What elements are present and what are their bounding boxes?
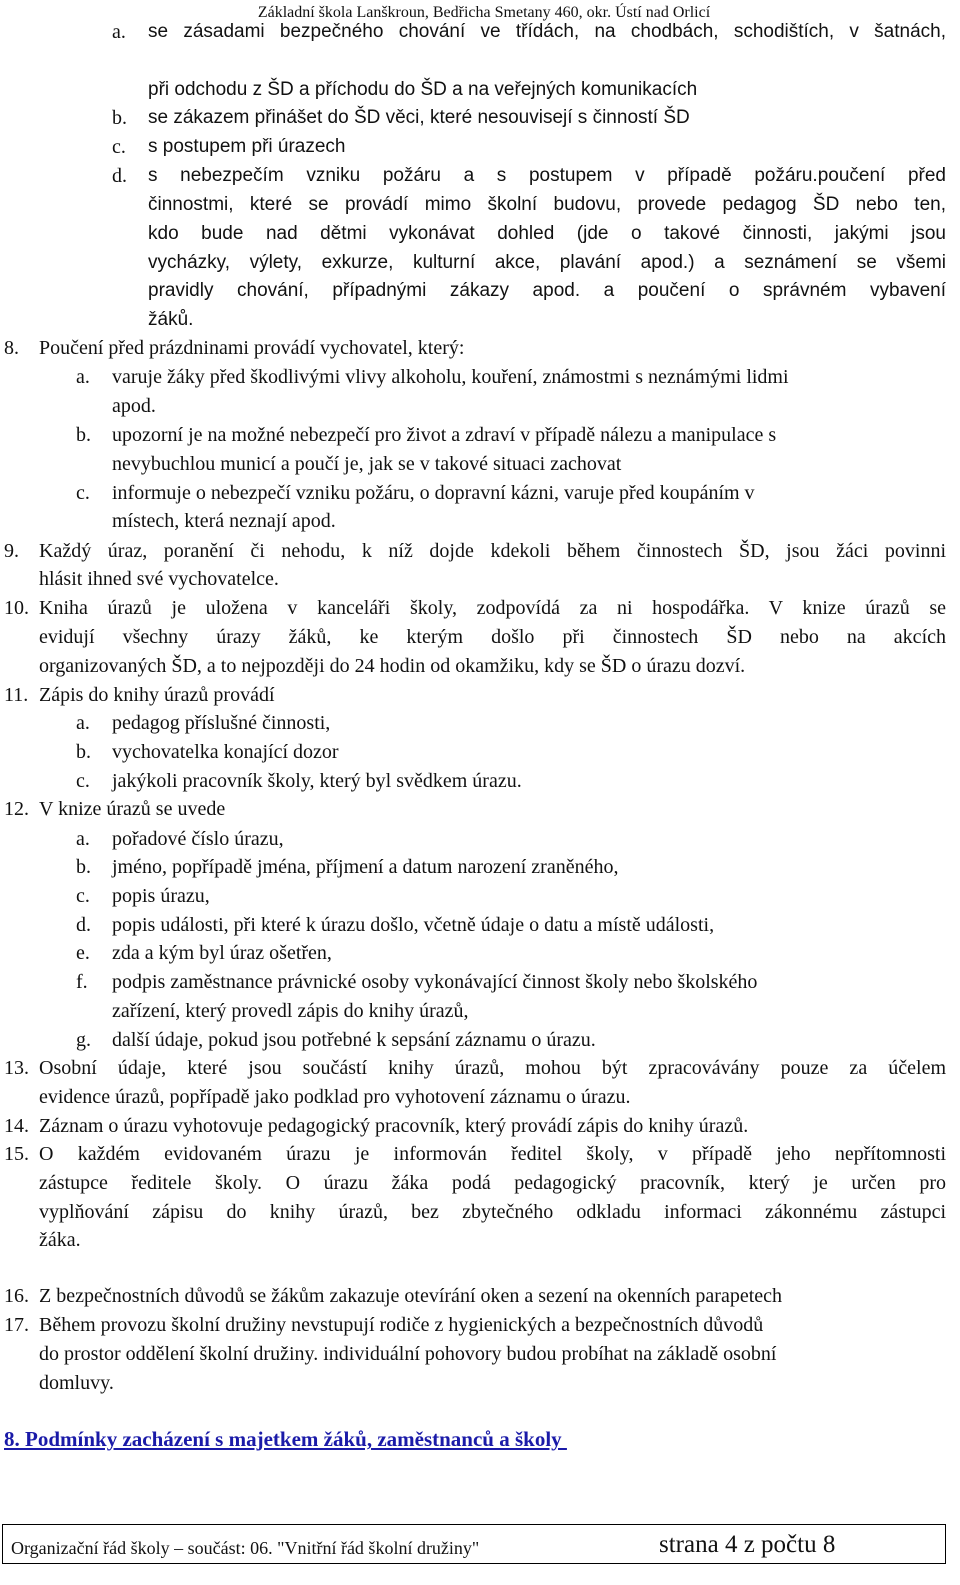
list-marker: a.: [76, 366, 90, 388]
footer-document-title: Organizační řád školy – součást: 06. "Vnitřní řád školní družiny": [11, 1538, 480, 1558]
text-line: Záznam o úrazu vyhotovuje pedagogický pracovník, který provádí zápis do knihy úrazů.: [39, 1115, 749, 1137]
list-marker: 16.: [4, 1285, 29, 1307]
page-header: Základní škola Lanškroun, Bedřicha Smetany 460, okr. Ústí nad Orlicí: [257, 4, 711, 21]
text-line: popis úrazu,: [112, 885, 210, 907]
text-line: zařízení, který provedl zápis do knihy úrazů,: [112, 1000, 469, 1022]
text-line: Během provozu školní družiny nevstupují rodiče z hygienických a bezpečnostních důvodů: [39, 1314, 764, 1336]
text-line: O každém evidovaném úrazu je informován ředitel školy, v případě jeho nepřítomnosti: [39, 1143, 946, 1165]
text-line: žáků.: [148, 309, 194, 330]
list-marker: d.: [76, 914, 91, 936]
list-marker: b.: [112, 107, 127, 129]
text-line: pedagog příslušné činnosti,: [112, 712, 331, 734]
list-marker: 8.: [4, 337, 19, 359]
text-line: pravidly chování, případnými zákazy apod. a poučení o správném vybavení: [148, 280, 946, 301]
list-marker: b.: [76, 741, 91, 763]
text-line: varuje žáky před škodlivými vlivy alkoholu, kouření, známostmi s neznámými lidmi: [112, 366, 789, 388]
page-footer: [2, 1524, 946, 1564]
text-line: při odchodu z ŠD a příchodu do ŠD a na veřejných komunikacích: [148, 79, 698, 100]
text-line: zástupce ředitele školy. O úrazu žáka podá pedagogický pracovník, který je určen pro: [39, 1172, 946, 1194]
text-line: domluvy.: [39, 1372, 114, 1394]
text-line: Osobní údaje, které jsou součástí knihy úrazů, mohou být zpracovávány pouze za účelem: [39, 1057, 946, 1079]
text-line: do prostor oddělení školní družiny. individuální pohovory budou probíhat na základě osobní: [39, 1343, 777, 1365]
text-line: vycházky, výlety, exkurze, kulturní akce, plavání apod.) a seznámení se všemi: [148, 252, 946, 273]
footer-page-number: strana 4 z počtu 8: [659, 1531, 836, 1558]
text-line: organizovaných ŠD, a to nejpozději do 24 hodin od okamžiku, kdy se ŠD o úrazu dozví.: [39, 655, 746, 677]
list-marker: c.: [76, 482, 90, 504]
text-line: vychovatelka konající dozor: [112, 741, 339, 763]
text-line: evidují všechny úrazy žáků, ke kterým došlo při činnostech ŠD nebo na akcích: [39, 626, 946, 648]
text-line: žáka.: [39, 1229, 81, 1251]
text-line: jakýkoli pracovník školy, který byl svědkem úrazu.: [112, 770, 522, 792]
text-line: místech, která neznají apod.: [112, 510, 336, 532]
text-line: Kniha úrazů je uložena v kanceláři školy, zodpovídá za ni hospodářka. V knize úrazů se: [39, 597, 946, 619]
text-line: zda a kým byl úraz ošetřen,: [112, 942, 332, 964]
list-marker: f.: [76, 971, 88, 993]
list-marker: c.: [112, 136, 126, 158]
text-line: V knize úrazů se uvede: [39, 798, 226, 820]
text-line: podpis zaměstnance právnické osoby vykonávající činnost školy nebo školského: [112, 971, 758, 993]
text-line: upozorní je na možné nebezpečí pro život a zdraví v případě nálezu a manipulace s: [112, 424, 777, 446]
list-marker: c.: [76, 770, 90, 792]
list-marker: 15.: [4, 1143, 29, 1165]
text-line: s nebezpečím vzniku požáru a s postupem v případě požáru.poučení před: [148, 165, 946, 186]
list-marker: 11.: [4, 684, 29, 706]
list-marker: g.: [76, 1029, 91, 1051]
list-marker: e.: [76, 942, 90, 964]
text-line: se zásadami bezpečného chování ve třídách, na chodbách, schodištích, v šatnách,: [148, 21, 946, 42]
text-line: evidence úrazů, popřípadě jako podklad pro vyhotovení záznamu o úrazu.: [39, 1086, 631, 1108]
list-marker: b.: [76, 424, 91, 446]
list-marker: b.: [76, 856, 91, 878]
text-line: hlásit ihned své vychovatelce.: [39, 568, 279, 590]
text-line: jméno, popřípadě jména, příjmení a datum narození zraněného,: [112, 856, 619, 878]
list-marker: 12.: [4, 798, 29, 820]
text-line: s postupem při úrazech: [148, 136, 346, 157]
text-line: kdo bude nad dětmi vykonávat dohled (jde o takové činnosti, jakými jsou: [148, 223, 946, 244]
list-marker: 14.: [4, 1115, 29, 1137]
text-line: apod.: [112, 395, 156, 417]
list-marker: 13.: [4, 1057, 29, 1079]
list-marker: 17.: [4, 1314, 29, 1336]
text-line: činnostmi, které se provádí mimo školní budovu, provede pedagog ŠD nebo ten,: [148, 194, 946, 215]
list-marker: d.: [112, 165, 127, 187]
text-line: Z bezpečnostních důvodů se žákům zakazuje otevírání oken a sezení na okenních parapetech: [39, 1285, 783, 1307]
list-marker: c.: [76, 885, 90, 907]
list-marker: a.: [112, 21, 126, 43]
list-marker: 10.: [4, 597, 29, 619]
text-line: Zápis do knihy úrazů provádí: [39, 684, 275, 706]
list-marker: a.: [76, 712, 90, 734]
text-line: vyplňování zápisu do knihy úrazů, bez zbytečného odkladu informaci zákonnému zástupci: [39, 1201, 946, 1223]
text-line: se zákazem přinášet do ŠD věci, které nesouvisejí s činností ŠD: [148, 107, 690, 128]
text-line: popis události, při které k úrazu došlo, včetně údaje o datu a místě události,: [112, 914, 715, 936]
list-marker: a.: [76, 828, 90, 850]
text-line: informuje o nebezpečí vzniku požáru, o dopravní kázni, varuje před koupáním v: [112, 482, 755, 504]
text-line: pořadové číslo úrazu,: [112, 828, 284, 850]
text-line: nevybuchlou municí a poučí je, jak se v takové situaci zachovat: [112, 453, 622, 475]
section-heading-link[interactable]: 8. Podmínky zacházení s majetkem žáků, zaměstnanců a školy: [4, 1427, 567, 1451]
text-line: Poučení před prázdninami provádí vychovatel, který:: [39, 337, 465, 359]
list-marker: 9.: [4, 540, 19, 562]
text-line: Každý úraz, poranění či nehodu, k níž dojde kdekoli během činnostech ŠD, jsou žáci povinni: [39, 540, 946, 562]
text-line: další údaje, pokud jsou potřebné k sepsání záznamu o úrazu.: [112, 1029, 596, 1051]
